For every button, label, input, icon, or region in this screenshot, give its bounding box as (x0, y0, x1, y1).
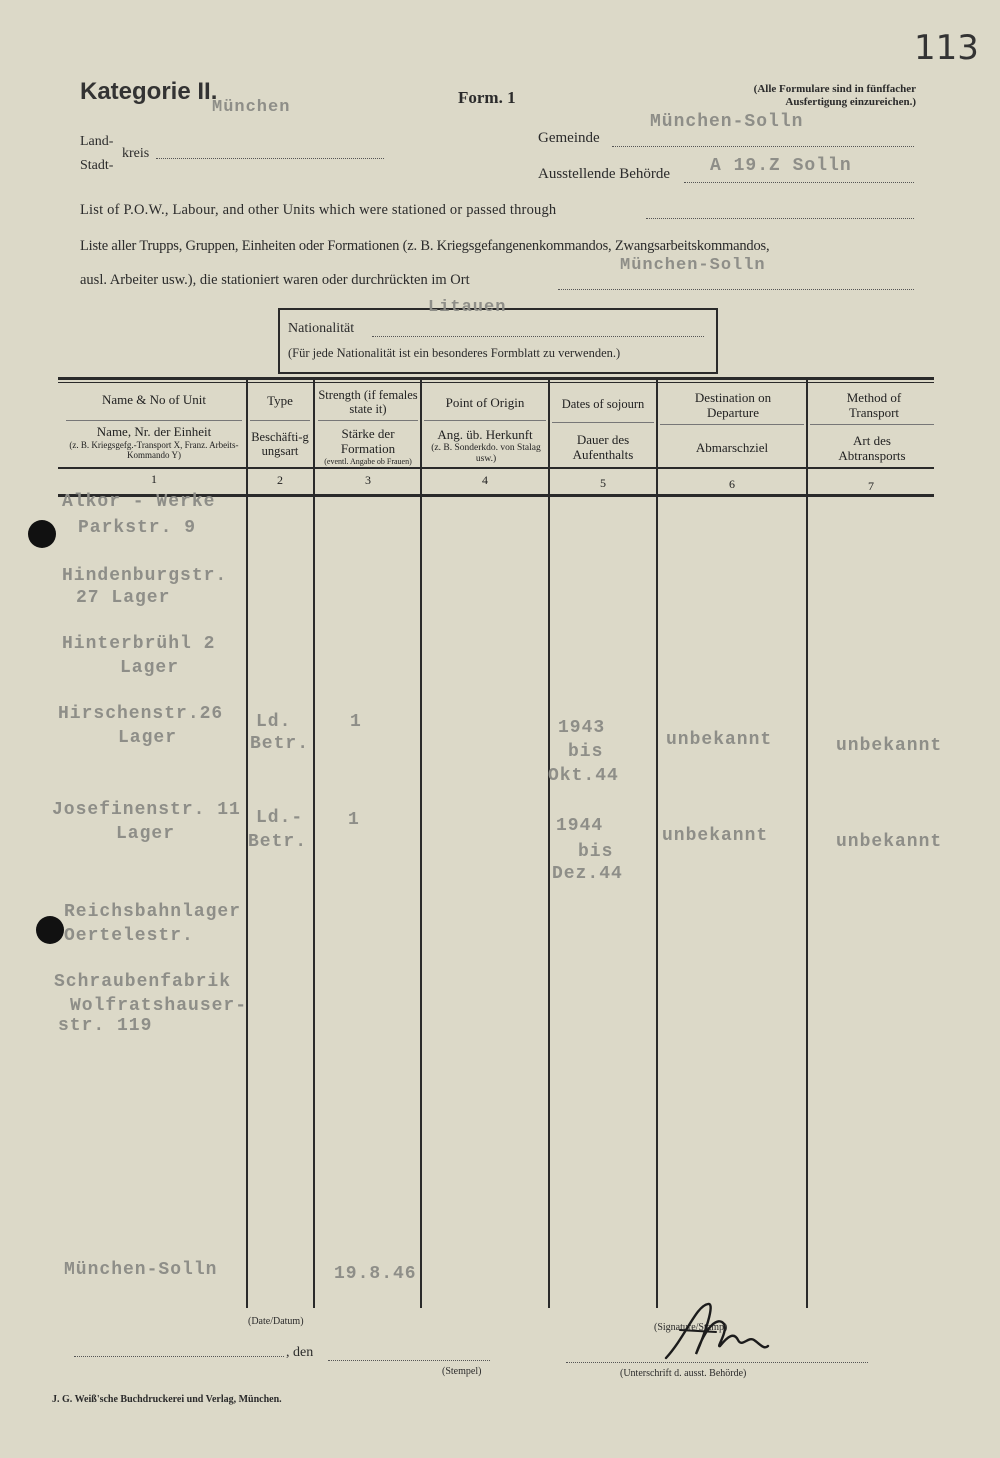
kategorie-title: Kategorie II. (80, 78, 218, 105)
nationality-value: Litauen (428, 298, 507, 317)
col1-header-de-small: (z. B. Kriegsgefg.-Transport X, Franz. Arbeits-Kommando Y) (69, 440, 239, 461)
behoerde-label: Ausstellende Behörde (538, 166, 671, 182)
hdr-sep-2 (250, 420, 310, 421)
col7-header-de: Art des Abtransports (838, 433, 906, 463)
entry-5-date-l3: Dez.44 (552, 864, 623, 884)
col7-number: 7 (868, 479, 874, 493)
entry-7-name-l1: Schraubenfabrik (54, 972, 232, 992)
behoerde-value: A 19.Z Solln (710, 156, 852, 176)
entry-4-name-l1: Hirschenstr.26 (58, 704, 224, 724)
footer-place: München-Solln (64, 1260, 218, 1280)
col4-number: 4 (482, 473, 488, 487)
stempel-label: (Stempel) (442, 1366, 482, 1377)
entry-4-type-l1: Ld. (256, 712, 292, 732)
nationality-line (372, 336, 704, 337)
col-divider-2 (313, 380, 315, 1308)
entry-4-date-l3: Okt.44 (548, 766, 619, 786)
col5-header-de: Dauer des Aufenthalts (572, 432, 634, 462)
col2-number: 2 (277, 473, 283, 487)
entry-5-name-l1: Josefinenstr. 11 (52, 800, 241, 820)
hdr-sep-6 (660, 424, 804, 425)
ort-line (558, 289, 914, 290)
col1-number: 1 (151, 472, 157, 486)
col6-header-de: Abmarschziel (695, 440, 769, 455)
nationality-note: (Für jede Nationalität ist ein besonderes Formblatt zu verwenden.) (288, 346, 621, 360)
kategorie-typed: München (212, 98, 291, 117)
col3-number: 3 (365, 473, 371, 487)
hdr-sep-4 (424, 420, 546, 421)
entry-3-name-l1: Hinterbrühl 2 (62, 634, 216, 654)
intro-line1: List of P.O.W., Labour, and other Units which were stationed or passed through (80, 202, 557, 218)
den-line (328, 1360, 490, 1361)
col4-header-en: Point of Origin (445, 395, 525, 410)
col5-number: 5 (600, 476, 606, 490)
col2-header-de: Beschäfti-gungsart (251, 430, 309, 459)
printer-line: J. G. Weiß'sche Buchdruckerei und Verlag, München. (52, 1394, 282, 1405)
col-divider-3 (420, 380, 422, 1308)
entry-2-name-l1: Hindenburgstr. (62, 566, 228, 586)
behoerde-line (684, 182, 914, 183)
col1-header-de: Name, Nr. der Einheit (96, 424, 212, 439)
note-line2: Ausfertigung einzureichen.) (785, 96, 916, 108)
col3-header-de: Stärke der Formation (340, 426, 396, 456)
table-header-rule (58, 467, 934, 469)
table-top-rule (58, 377, 934, 380)
place-line (74, 1356, 284, 1357)
entry-4-type-l2: Betr. (250, 734, 310, 754)
entry-6-name-l2: Oertelestr. (64, 926, 194, 946)
col7-header-en: Method of Transport (846, 390, 902, 420)
hdr-sep-3 (318, 420, 418, 421)
unterschrift-label: (Unterschrift d. ausst. Behörde) (620, 1368, 747, 1379)
land-label: Land- (80, 134, 114, 149)
gemeinde-value: München-Solln (650, 112, 804, 132)
punch-hole-top (28, 520, 56, 548)
punch-hole-bottom (36, 916, 64, 944)
entry-5-date-l1: 1944 (556, 816, 604, 836)
den-label: , den (286, 1345, 314, 1360)
entry-4-transport: unbekannt (836, 736, 943, 756)
intro-line1-dots (646, 218, 914, 219)
ort-value: München-Solln (620, 256, 766, 275)
entry-1-name-l1: Alkor - Werke (62, 492, 216, 512)
intro-line3: ausl. Arbeiter usw.), die stationiert waren oder durchrückten im Ort (80, 272, 470, 288)
entry-7-name-l2: Wolfratshauser- (70, 996, 248, 1016)
hdr-sep-5 (552, 422, 654, 423)
col3-header-en: Strength (if females state it) (318, 388, 418, 417)
col2-header-en: Type (267, 393, 293, 408)
entry-4-name-l2: Lager (118, 728, 178, 748)
entry-3-name-l2: Lager (120, 658, 180, 678)
stadt-label: Stadt- (80, 158, 114, 173)
nationality-label: Nationalität (288, 321, 355, 336)
col-divider-5 (656, 380, 658, 1308)
entry-5-transport: unbekannt (836, 832, 943, 852)
hdr-sep-7 (810, 424, 934, 425)
page-number: 113 (914, 28, 979, 68)
entry-2-name-l2: 27 Lager (76, 588, 171, 608)
entry-5-type-l1: Ld.- (256, 808, 304, 828)
col3-header-de-small: (eventl. Angabe ob Frauen) (324, 457, 412, 466)
intro-line2: Liste aller Trupps, Gruppen, Einheiten oder Formationen (z. B. Kriegsgefangenenkommandos, Zwangsarbeitskommandos, (80, 238, 770, 254)
entry-1-name-l2: Parkstr. 9 (78, 518, 197, 538)
entry-4-strength: 1 (350, 712, 362, 732)
footer-date: 19.8.46 (334, 1264, 417, 1284)
entry-5-name-l2: Lager (116, 824, 176, 844)
col6-header-en: Destination on Departure (694, 390, 772, 420)
col4-header-de: Ang. üb. Herkunft (437, 427, 533, 442)
entry-5-date-l2: bis (578, 842, 614, 862)
col5-header-en: Dates of sojourn (561, 397, 645, 411)
entry-5-strength: 1 (348, 810, 360, 830)
gemeinde-line (612, 146, 914, 147)
col-divider-4 (548, 380, 550, 1308)
table-top-rule-thin (58, 382, 934, 383)
col4-header-de-small: (z. B. Sonderkdo. von Stalag usw.) (431, 443, 541, 464)
col6-number: 6 (729, 477, 735, 491)
entry-5-destination: unbekannt (662, 826, 769, 846)
nationality-box (278, 308, 718, 374)
date-label: (Date/Datum) (248, 1316, 304, 1327)
entry-4-date-l2: bis (568, 742, 604, 762)
kreis-line (156, 158, 384, 159)
entry-5-type-l2: Betr. (248, 832, 308, 852)
entry-4-destination: unbekannt (666, 730, 773, 750)
gemeinde-label: Gemeinde (538, 130, 600, 146)
entry-7-name-l3: str. 119 (58, 1016, 153, 1036)
entry-4-date-l1: 1943 (558, 718, 606, 738)
handwritten-signature (656, 1296, 776, 1366)
kreis-label: kreis (122, 146, 150, 161)
entry-6-name-l1: Reichsbahnlager (64, 902, 242, 922)
note-line1: (Alle Formulare sind in fünffacher (753, 83, 916, 95)
col-divider-6 (806, 380, 808, 1308)
col1-header-en: Name & No of Unit (102, 392, 206, 407)
signature-label: (Signature/Stamp) (654, 1322, 728, 1333)
hdr-sep-1 (66, 420, 242, 421)
form-number: Form. 1 (458, 88, 516, 107)
